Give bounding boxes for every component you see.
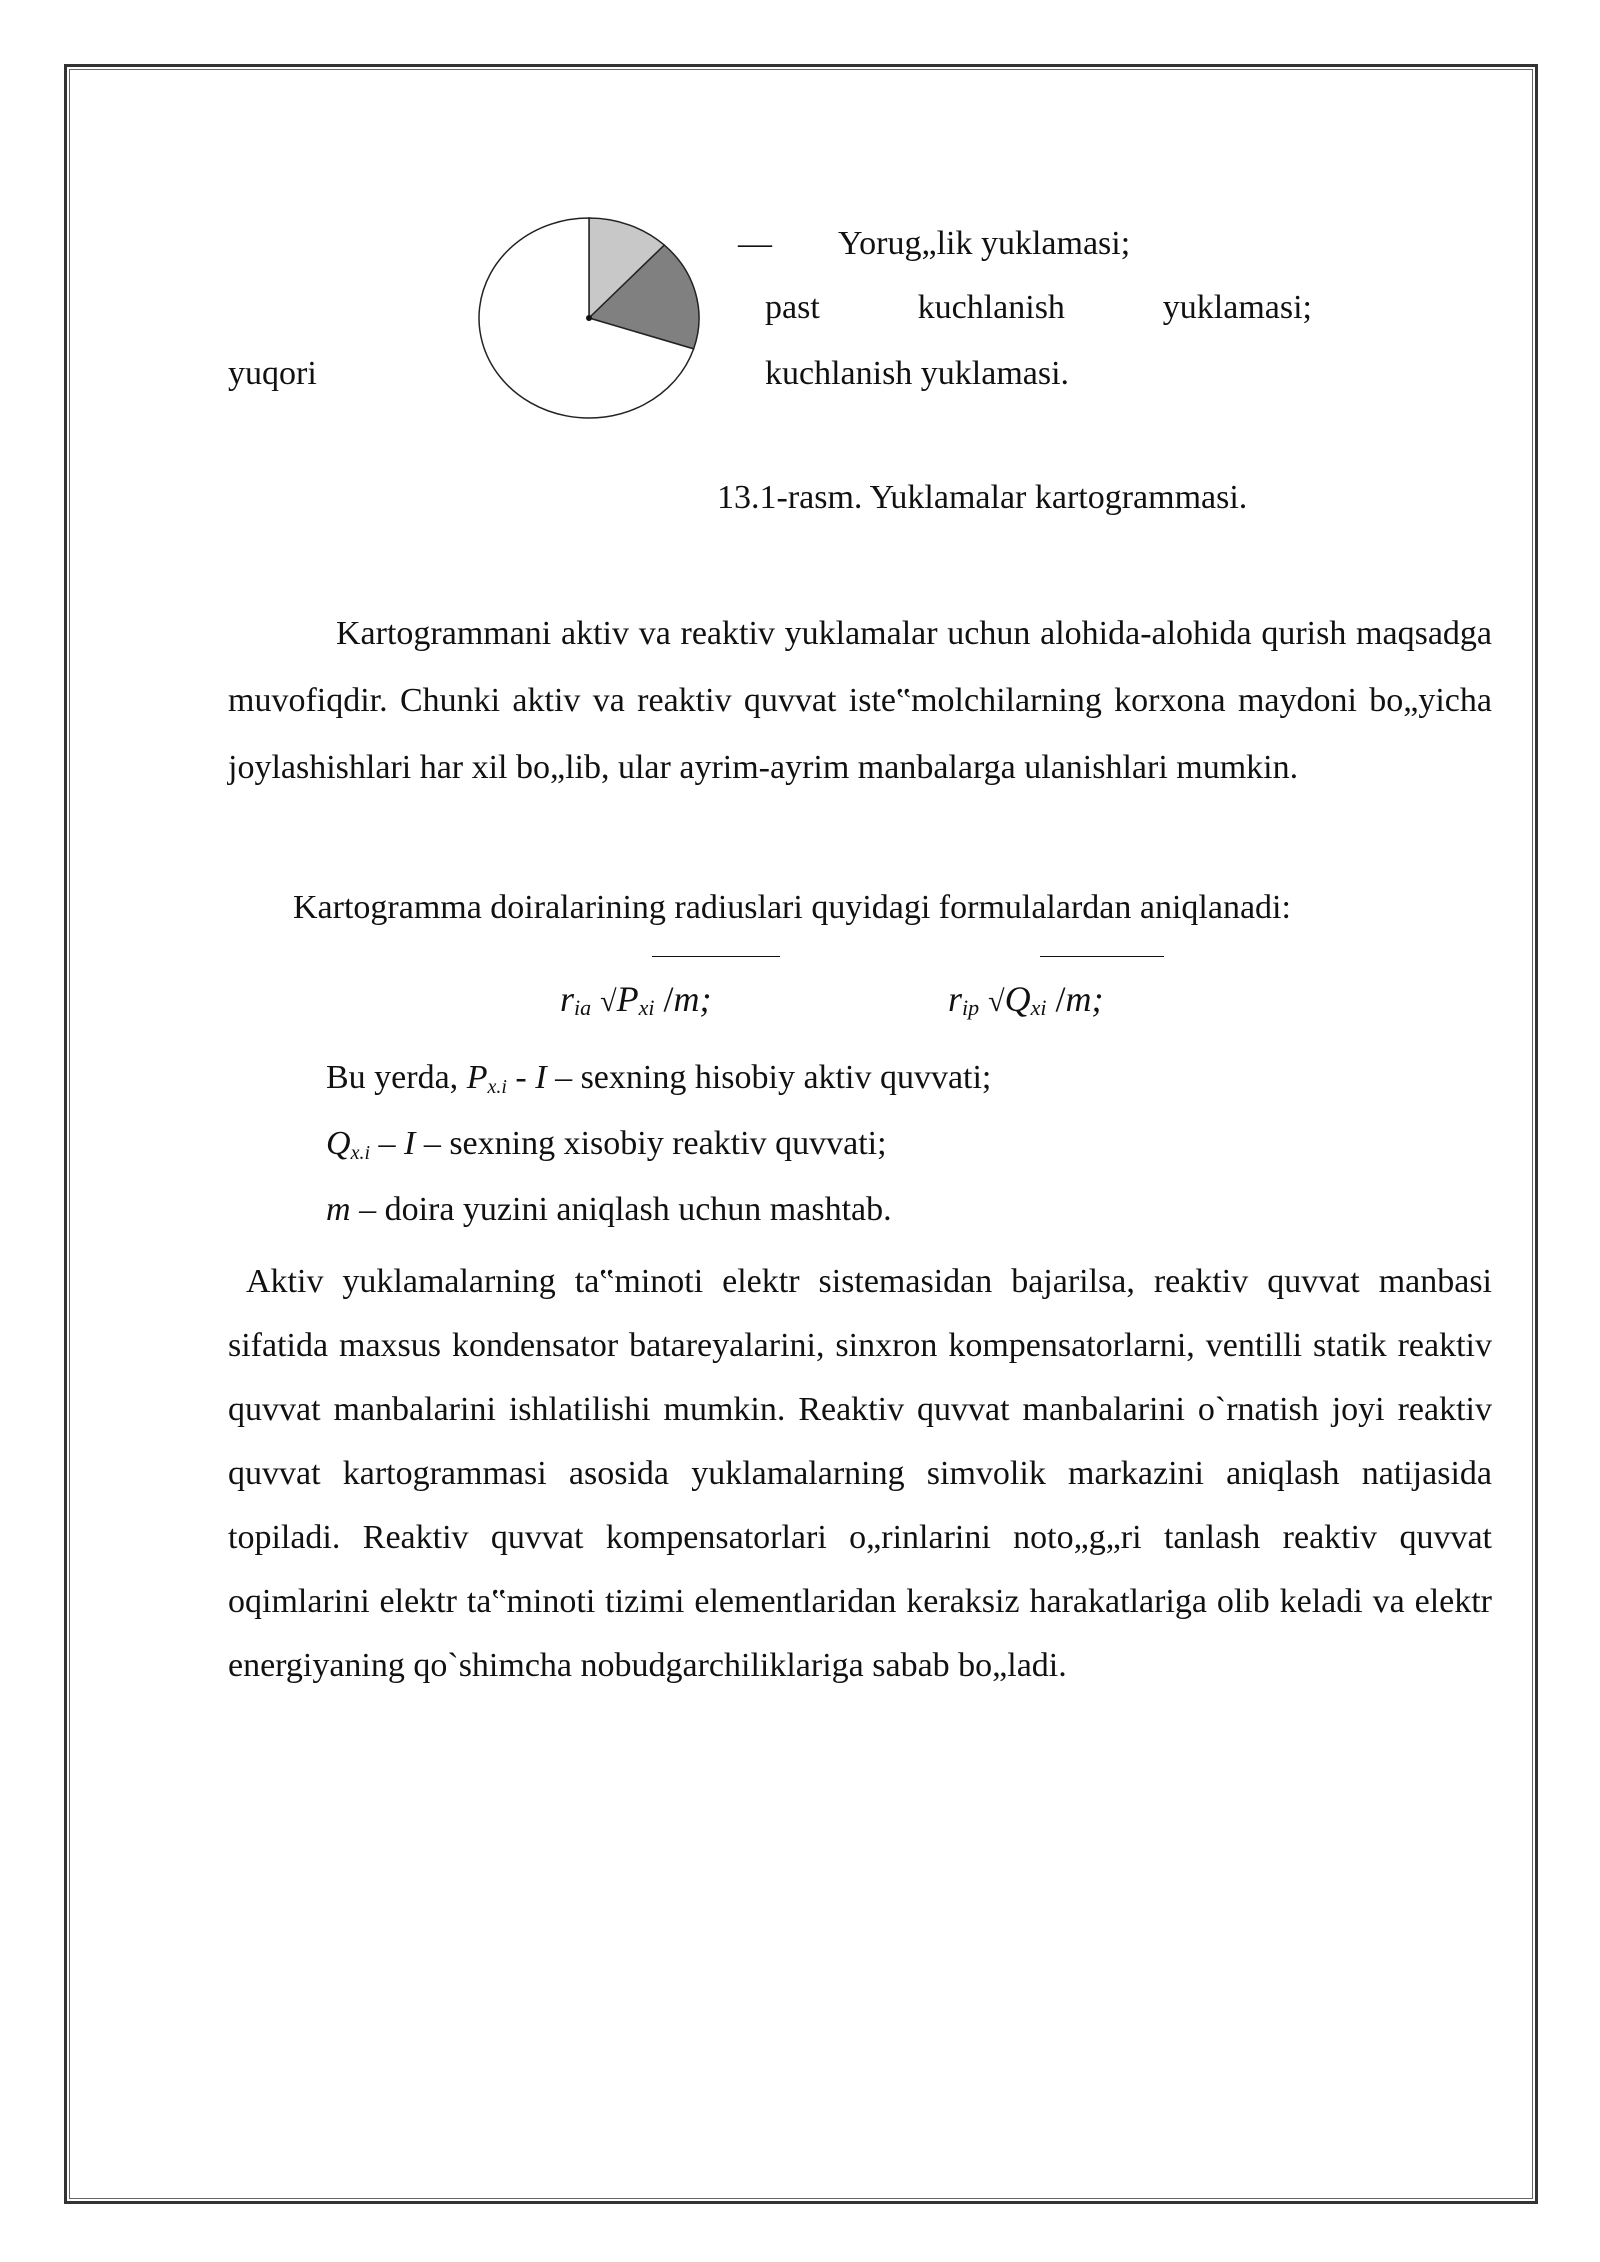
- legend-low-word: past: [765, 289, 820, 326]
- legend-high-prefix: yuqori: [228, 355, 317, 392]
- cartogram-pie: [474, 214, 714, 434]
- legend-low-word: kuchlanish: [917, 289, 1065, 326]
- radical-bar: [1040, 956, 1164, 957]
- legend-light: Yorug„lik yuklamasi;: [838, 225, 1131, 262]
- definition-m: m – doira yuzini aniqlash uchun mashtab.: [326, 1191, 892, 1228]
- legend-low-word: yuklamasi;: [1162, 289, 1312, 326]
- legend-low-line: [765, 289, 1312, 327]
- legend-dash: —: [738, 225, 772, 262]
- figure-caption: 13.1-rasm. Yuklamalar kartogrammasi.: [717, 479, 1248, 516]
- legend-high-rest: kuchlanish yuklamasi.: [765, 355, 1070, 392]
- paragraph-3: Aktiv yuklamalarning ta‟minoti elektr sistemasidan bajarilsa, reaktiv quvvat manbasi sifatida maxsus kondensator batareyalarini, sinxron kompensatorlarni, ventilli statik reaktiv quvvat manbalarini ishlatilishi mumkin. Reaktiv quvvat manbalarini o`rnatish joyi reaktiv quvvat kartogrammasi asosida yuklamalarning simvolik markazini aniqlash natijasida topiladi. Reaktiv quvvat kompensatorlari o„rinlarini noto„g„ri tanlash reaktiv quvvat oqimlarini elektr ta‟minoti tizimi elementlaridan keraksiz harakatlariga olib keladi va elektr energiyaning qo`shimcha nobudgarchiliklariga sabab bo„ladi.: [228, 1263, 1492, 1684]
- pie-center-dot: [586, 315, 592, 321]
- radical-bar: [652, 956, 780, 957]
- definition-p: Bu yerda, $P_{x.i}$ - I – sexning hisobiy aktiv quvvati;: [326, 1059, 992, 1098]
- definition-q: $Q_{x.i}$ – I – sexning xisobiy reaktiv quvvati;: [326, 1125, 887, 1164]
- paragraph-2: Kartogramma doiralarining radiuslari quyidagi formulalardan aniqlanadi:: [293, 889, 1291, 926]
- formula-active-radius: $r_{ia}$ $√P_{xi}$ /m;: [560, 979, 712, 1020]
- formula-reactive-radius: $r_{ip}$ $√Q_{xi}$ /m;: [948, 979, 1104, 1020]
- paragraph-1: Kartogrammani aktiv va reaktiv yuklamalar uchun alohida-alohida qurish maqsadga muvofiqdir. Chunki aktiv va reaktiv quvvat iste‟molchilarning korxona maydoni bo„yicha joylashishlari har xil bo„lib, ular ayrim-ayrim manbalarga ulanishlari mumkin.: [228, 615, 1492, 786]
